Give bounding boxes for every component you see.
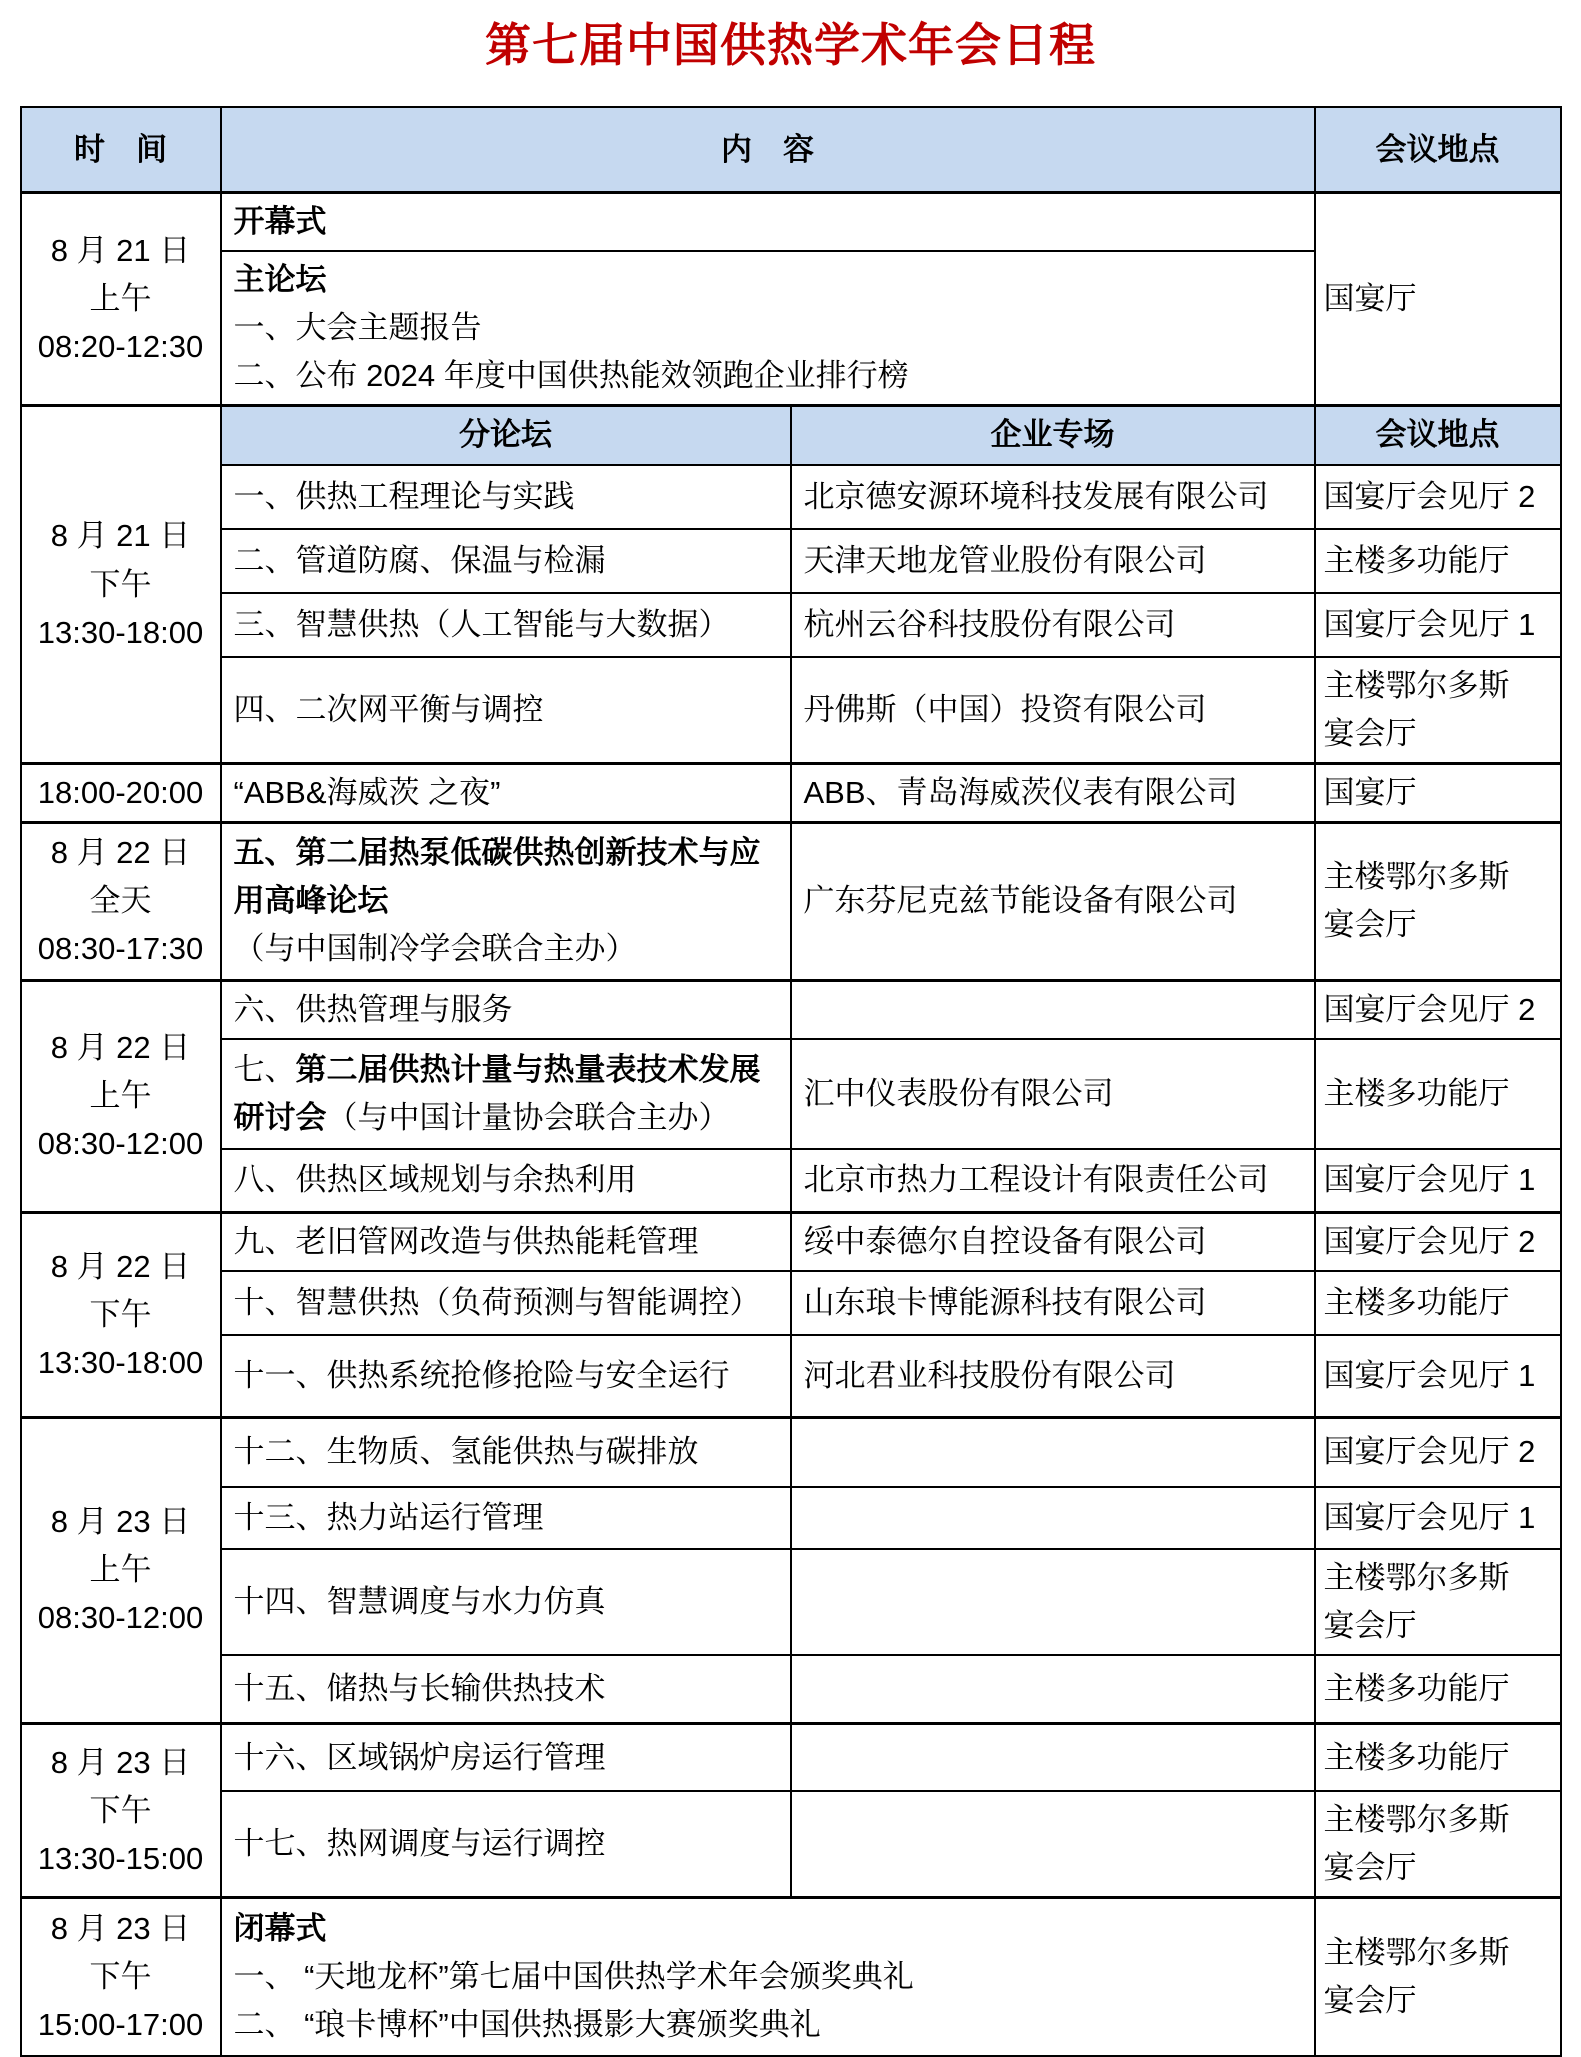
location-cell (1315, 529, 1561, 593)
cell-line: 二、公布 2024 年度中国供热能效领跑企业排行榜 (233, 358, 909, 394)
cell-line: 8 月 21 日 (50, 518, 191, 554)
forum-cell (221, 1791, 791, 1898)
table-row (21, 1335, 1561, 1417)
cell-line: 18:00-20:00 (37, 774, 204, 810)
table-row (21, 593, 1561, 657)
forum-cell (221, 980, 791, 1039)
cell-line: 主楼多功能厅 (1323, 1075, 1510, 1111)
content-cell (221, 193, 1315, 252)
table-row (21, 1791, 1561, 1898)
location-cell (1315, 763, 1561, 822)
cell-line: 国宴厅会见厅 1 (1323, 1500, 1536, 1536)
location-cell (1315, 1271, 1561, 1335)
cell-line: 宴会厅 (1323, 1850, 1417, 1886)
location-cell (1315, 822, 1561, 980)
time-cell (21, 1213, 221, 1418)
company-cell (791, 1213, 1315, 1272)
cell-line: 8 月 22 日 (50, 1030, 191, 1066)
cell-line: 主楼多功能厅 (1323, 1739, 1510, 1775)
content-header-cell (221, 107, 1315, 193)
company-cell (791, 980, 1315, 1039)
cell-line: 主楼鄂尔多斯 (1323, 859, 1510, 895)
cell-line: “ABB&海威茨 之夜” (233, 774, 501, 810)
table-row (21, 107, 1561, 193)
cell-line: 六、供热管理与服务 (233, 991, 513, 1027)
cell-line: 丹佛斯（中国）投资有限公司 (803, 691, 1207, 727)
table-row (21, 657, 1561, 764)
forum-cell (221, 657, 791, 764)
cell-line: 08:20-12:30 (37, 329, 204, 365)
cell-line: 广东芬尼克兹节能设备有限公司 (803, 883, 1238, 919)
cell-line: 国宴厅会见厅 2 (1323, 1224, 1536, 1260)
cell-line: 8 月 23 日 (50, 1504, 191, 1540)
page-title: 第七届中国供热学术年会日程 (485, 19, 1096, 71)
cell-line: 三、智慧供热（人工智能与大数据） (233, 606, 730, 642)
forum-cell (221, 1335, 791, 1417)
forum-cell (221, 1149, 791, 1213)
location-cell (1315, 1898, 1561, 2056)
company-cell (791, 1549, 1315, 1655)
forum-header-cell (221, 406, 791, 465)
company-cell (791, 822, 1315, 980)
cell-line: 企业专场 (990, 417, 1115, 453)
company-header-cell (791, 406, 1315, 465)
table-row (21, 1271, 1561, 1335)
company-cell (791, 1271, 1315, 1335)
cell-line: 闭幕式 (233, 1911, 327, 1947)
cell-line: 国宴厅 (1323, 774, 1417, 810)
cell-line: 8 月 21 日 (50, 233, 191, 269)
table-row (21, 465, 1561, 529)
table-row (21, 1723, 1561, 1791)
cell-line: 二、管道防腐、保温与检漏 (233, 542, 606, 578)
location-cell (1315, 1335, 1561, 1417)
cell-line: 国宴厅会见厅 2 (1323, 991, 1536, 1027)
forum-cell (221, 1549, 791, 1655)
location-cell (1315, 1487, 1561, 1549)
cell-line: 二、 “琅卡博杯”中国供热摄影大赛颁奖典礼 (233, 2007, 821, 2043)
cell-line: 13:30-15:00 (37, 1840, 204, 1876)
forum-cell (221, 1213, 791, 1272)
cell-line: 13:30-18:00 (37, 1345, 204, 1381)
cell-line: 北京市热力工程设计有限责任公司 (803, 1162, 1269, 1198)
time-cell (21, 822, 221, 980)
cell-line: 国宴厅 (1323, 281, 1417, 317)
cell-line: 13:30-18:00 (37, 614, 204, 650)
time-cell (21, 1417, 221, 1723)
location-cell (1315, 1549, 1561, 1655)
cell-line: 08:30-12:00 (37, 1600, 204, 1636)
cell-line: 一、大会主题报告 (233, 310, 482, 346)
cell-line: 国宴厅会见厅 2 (1323, 478, 1536, 514)
table-row (21, 1898, 1561, 2056)
cell-line: 十六、区域锅炉房运行管理 (233, 1739, 606, 1775)
location-header-cell (1315, 406, 1561, 465)
cell-line: 十、智慧供热（负荷预测与智能调控） (233, 1285, 761, 1321)
cell-line: 北京德安源环境科技发展有限公司 (803, 478, 1269, 514)
forum-cell (221, 529, 791, 593)
cell-line: 全天 (89, 883, 152, 919)
content-cell (221, 1898, 1315, 2056)
table-row (21, 1549, 1561, 1655)
forum-cell (221, 822, 791, 980)
cell-line: ABB、青岛海威茨仪表有限公司 (803, 774, 1238, 810)
company-cell (791, 1655, 1315, 1723)
cell-line: 15:00-17:00 (37, 2007, 204, 2043)
location-cell (1315, 1655, 1561, 1723)
location-cell (1315, 465, 1561, 529)
cell-line: 下午 (89, 1959, 152, 1995)
forum-cell (221, 1039, 791, 1149)
company-cell (791, 1149, 1315, 1213)
cell-line: 时 间 (74, 131, 167, 167)
document-page (0, 16, 1581, 2057)
cell-line: 主楼鄂尔多斯 (1323, 1935, 1510, 1971)
forum-cell (221, 1271, 791, 1335)
cell-line: 下午 (89, 1296, 152, 1332)
cell-line: 一、 “天地龙杯”第七届中国供热学术年会颁奖典礼 (233, 1959, 914, 1995)
table-row (21, 1213, 1561, 1272)
cell-line: 国宴厅会见厅 1 (1323, 1357, 1536, 1393)
cell-line: 宴会厅 (1323, 1983, 1417, 2019)
cell-line: 十三、热力站运行管理 (233, 1500, 544, 1536)
cell-line: 8 月 22 日 (50, 1248, 191, 1284)
cell-line: 宴会厅 (1323, 1608, 1417, 1644)
cell-line: 下午 (89, 1792, 152, 1828)
location-cell (1315, 193, 1561, 406)
cell-line: 十五、储热与长输供热技术 (233, 1671, 606, 1707)
company-cell (791, 1791, 1315, 1898)
time-cell (21, 980, 221, 1213)
company-cell (791, 529, 1315, 593)
location-cell (1315, 980, 1561, 1039)
table-row (21, 1039, 1561, 1149)
time-cell (21, 1723, 221, 1898)
forum-cell (221, 465, 791, 529)
cell-line: 国宴厅会见厅 1 (1323, 606, 1536, 642)
forum-cell (221, 1655, 791, 1723)
time-header-cell (21, 107, 221, 193)
table-row (21, 406, 1561, 465)
cell-line: 上午 (89, 1552, 152, 1588)
table-row (21, 1149, 1561, 1213)
cell-line: 主楼多功能厅 (1323, 1285, 1510, 1321)
cell-line: 绥中泰德尔自控设备有限公司 (803, 1224, 1207, 1260)
time-cell (21, 1898, 221, 2056)
cell-line: 主楼鄂尔多斯 (1323, 1560, 1510, 1596)
cell-line: 八、供热区域规划与余热利用 (233, 1162, 637, 1198)
company-cell (791, 593, 1315, 657)
table-row (21, 1417, 1561, 1487)
location-cell (1315, 1039, 1561, 1149)
company-cell (791, 1723, 1315, 1791)
location-cell (1315, 1213, 1561, 1272)
cell-line: 8 月 22 日 (50, 835, 191, 871)
cell-line: 国宴厅会见厅 2 (1323, 1434, 1536, 1470)
cell-line: 主楼鄂尔多斯 (1323, 1802, 1510, 1838)
time-cell (21, 763, 221, 822)
cell-line: 08:30-17:30 (37, 931, 204, 967)
cell-line: 开幕式 (233, 204, 327, 240)
location-header-cell (1315, 107, 1561, 193)
cell-line: 汇中仪表股份有限公司 (803, 1075, 1114, 1111)
time-cell (21, 406, 221, 763)
forum-cell (221, 1723, 791, 1791)
forum-cell (221, 763, 791, 822)
location-cell (1315, 1417, 1561, 1487)
cell-line: 8 月 23 日 (50, 1744, 191, 1780)
schedule-body (21, 107, 1561, 2056)
table-row (21, 193, 1561, 252)
forum-cell (221, 593, 791, 657)
cell-line: 宴会厅 (1323, 715, 1417, 751)
cell-line: 天津天地龙管业股份有限公司 (803, 542, 1207, 578)
company-cell (791, 1335, 1315, 1417)
cell-line: 山东琅卡博能源科技有限公司 (803, 1285, 1207, 1321)
cell-line: 十四、智慧调度与水力仿真 (233, 1584, 606, 1620)
cell-line: 九、老旧管网改造与供热能耗管理 (233, 1224, 699, 1260)
company-cell (791, 657, 1315, 764)
cell-line: 十一、供热系统抢修抢险与安全运行 (233, 1357, 730, 1393)
table-row (21, 980, 1561, 1039)
company-cell (791, 1039, 1315, 1149)
cell-line: 上午 (89, 1078, 152, 1114)
table-row (21, 529, 1561, 593)
location-cell (1315, 593, 1561, 657)
cell-line: 主楼多功能厅 (1323, 1671, 1510, 1707)
cell-line: 内 容 (721, 131, 814, 167)
table-row (21, 763, 1561, 822)
cell-line: 五、第二届热泵低碳供热创新技术与应用高峰论坛（与中国制冷学会联合主办） (233, 835, 761, 967)
location-cell (1315, 1149, 1561, 1213)
cell-line: 会议地点 (1375, 417, 1500, 453)
cell-line: 会议地点 (1375, 131, 1500, 167)
cell-line: 下午 (89, 566, 152, 602)
cell-line: 国宴厅会见厅 1 (1323, 1162, 1536, 1198)
table-row (21, 1487, 1561, 1549)
cell-line: 主论坛 (233, 262, 327, 298)
cell-line: 十二、生物质、氢能供热与碳排放 (233, 1434, 699, 1470)
cell-line: 河北君业科技股份有限公司 (803, 1357, 1176, 1393)
table-row (21, 822, 1561, 980)
cell-line: 上午 (89, 281, 152, 317)
cell-line: 8 月 23 日 (50, 1911, 191, 1947)
time-cell (21, 193, 221, 406)
location-cell (1315, 657, 1561, 764)
company-cell (791, 1487, 1315, 1549)
location-cell (1315, 1791, 1561, 1898)
company-cell (791, 1417, 1315, 1487)
table-row (21, 1655, 1561, 1723)
cell-line: 七、第二届供热计量与热量表技术发展研讨会（与中国计量协会联合主办） (233, 1051, 761, 1135)
cell-line: 08:30-12:00 (37, 1126, 204, 1162)
cell-line: 宴会厅 (1323, 907, 1417, 943)
cell-line: 分论坛 (459, 417, 552, 453)
cell-line: 杭州云谷科技股份有限公司 (803, 606, 1176, 642)
cell-line: 四、二次网平衡与调控 (233, 691, 544, 727)
location-cell (1315, 1723, 1561, 1791)
cell-line: 主楼鄂尔多斯 (1323, 667, 1510, 703)
conference-schedule-table (20, 106, 1562, 2057)
company-cell (791, 763, 1315, 822)
company-cell (791, 465, 1315, 529)
cell-line: 主楼多功能厅 (1323, 542, 1510, 578)
content-cell (221, 251, 1315, 406)
cell-line: 十七、热网调度与运行调控 (233, 1826, 606, 1862)
forum-cell (221, 1417, 791, 1487)
forum-cell (221, 1487, 791, 1549)
cell-line: 一、供热工程理论与实践 (233, 478, 575, 514)
